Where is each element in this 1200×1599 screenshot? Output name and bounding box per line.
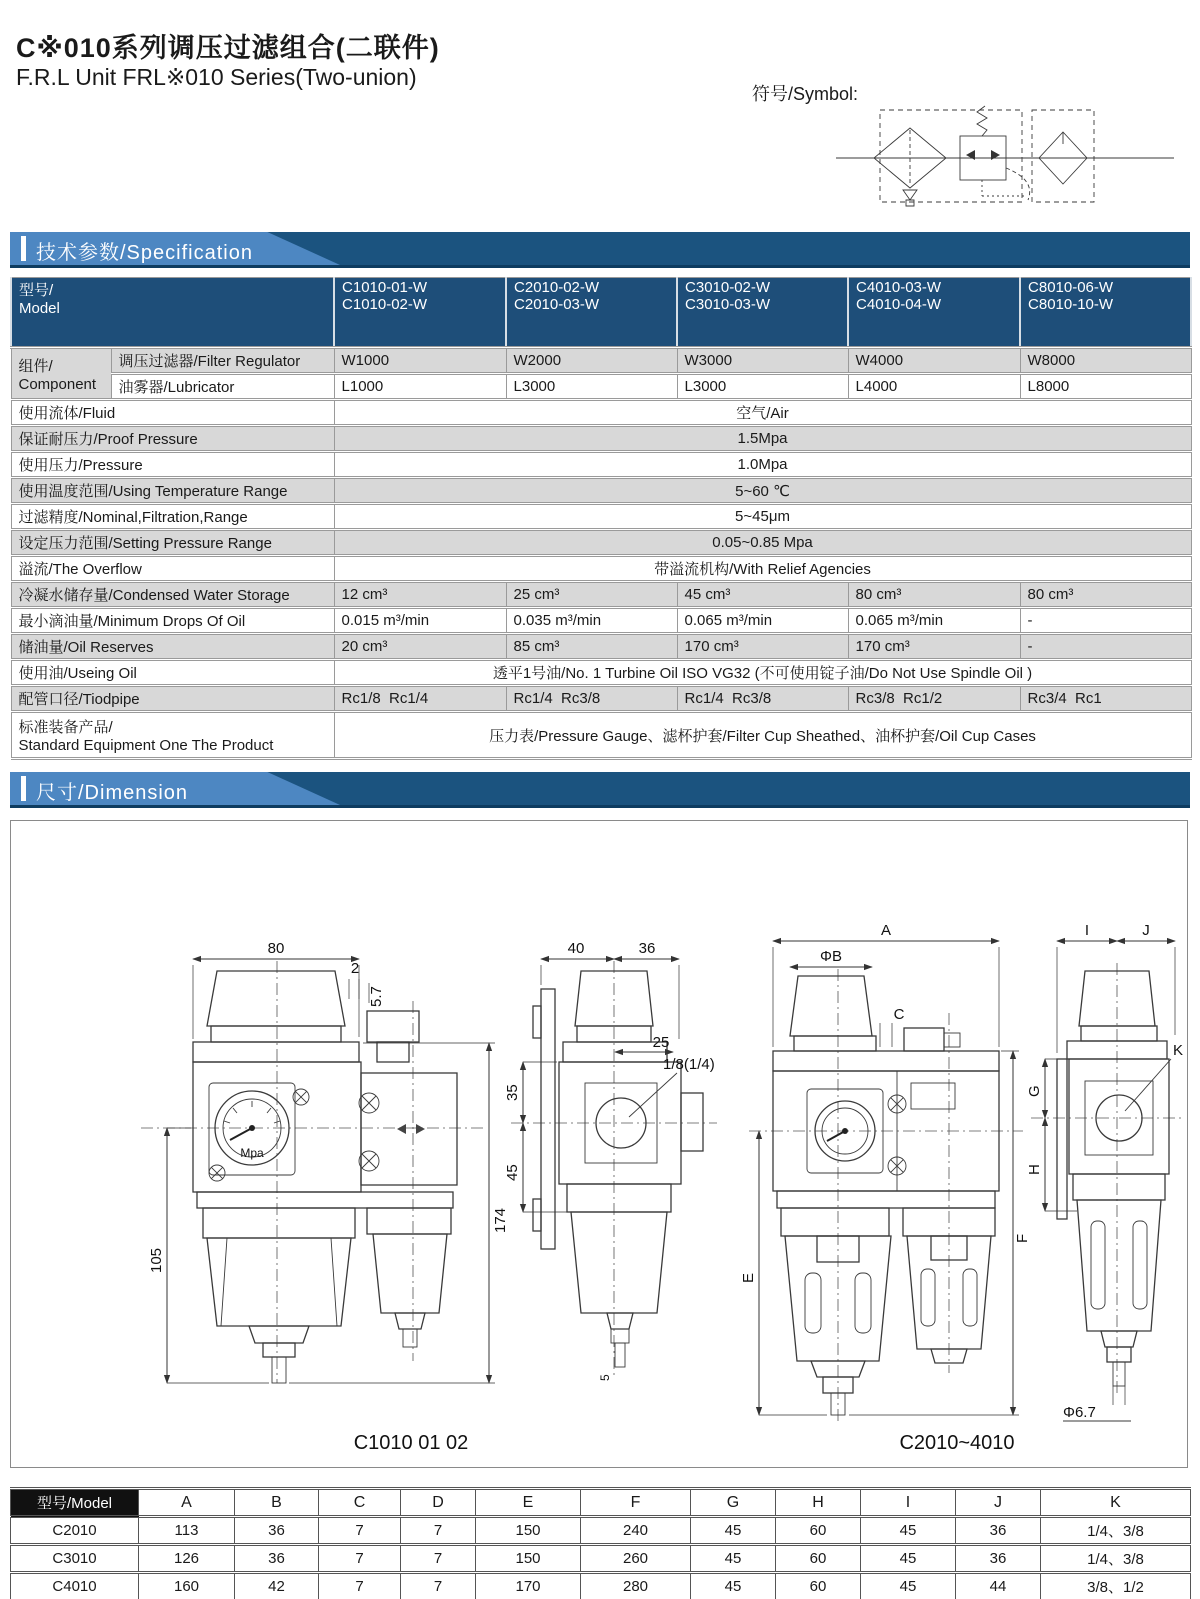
dimension-drawing-box: [10, 820, 1188, 1468]
spec-label: 标准装备产品/ Standard Equipment One The Product: [11, 712, 334, 759]
dim-header: C: [319, 1489, 401, 1517]
lubricator-bowl: [373, 1234, 447, 1313]
dim-174: 174: [492, 1207, 509, 1233]
spec-label: 使用温度范围/Using Temperature Range: [11, 478, 334, 504]
row-proof-pressure: [11, 426, 1191, 452]
dim-port-1-8: 1/8(1/4): [663, 1056, 715, 1073]
dim-value: 45: [861, 1545, 956, 1573]
page-title-cn: C※010系列调压过滤组合(二联件): [16, 33, 440, 63]
dim-value: 280: [581, 1573, 691, 1599]
c2010-side-view: [1057, 971, 1169, 1386]
model-col-c1010: C1010-01-W C1010-02-W: [334, 278, 506, 348]
spec-label: 设定压力范围/Setting Pressure Range: [11, 530, 334, 556]
dim-5-7: 5.7: [368, 986, 385, 1007]
dim-header: E: [476, 1489, 581, 1517]
section-banner-dimension: [10, 772, 1190, 808]
dim-value: 150: [476, 1545, 581, 1573]
spec-value: L3000: [677, 374, 848, 400]
spec-label: 过滤精度/Nominal,Filtration,Range: [11, 504, 334, 530]
dim-value: 1/4、3/8: [1041, 1517, 1191, 1545]
spec-value: 0.05~0.85 Mpa: [334, 530, 1191, 556]
spec-label: 使用流体/Fluid: [11, 400, 334, 426]
spec-value: L1000: [334, 374, 506, 400]
spec-value: 80 cm³: [848, 582, 1020, 608]
regulator-knob: [207, 971, 345, 1026]
row-overflow: [11, 556, 1191, 582]
row-condensed-water: [11, 582, 1191, 608]
dim-row-c2010: [11, 1517, 1191, 1545]
spec-value: W2000: [506, 348, 677, 374]
dim-row-c3010: [11, 1545, 1191, 1573]
banner-accent-bar: [21, 236, 26, 261]
dim-value: 240: [581, 1517, 691, 1545]
dim-table-header-row: [11, 1489, 1191, 1517]
dim-K: K: [1173, 1042, 1184, 1059]
spec-value: 带溢流机构/With Relief Agencies: [334, 556, 1191, 582]
dim-F: F: [1014, 1233, 1031, 1243]
row-tiodpipe: [11, 686, 1191, 712]
dim-value: 3/8、1/2: [1041, 1573, 1191, 1599]
row-filtration: [11, 504, 1191, 530]
dim-value: 42: [235, 1573, 319, 1599]
spec-value: L8000: [1020, 374, 1191, 400]
dim-header: I: [861, 1489, 956, 1517]
dim-phiB: ΦB: [820, 948, 842, 965]
dim-value: 7: [319, 1517, 401, 1545]
row-fluid: [11, 400, 1191, 426]
row-useing-oil: [11, 660, 1191, 686]
row-pressure: [11, 452, 1191, 478]
spec-header-row: [11, 278, 1191, 348]
spec-table: [10, 277, 1192, 760]
dim-G: G: [1026, 1085, 1043, 1097]
spec-value: L3000: [506, 374, 677, 400]
gauge-unit-label: Mpa: [240, 1146, 264, 1160]
joint-bolts: [359, 1093, 379, 1171]
lubricator-fitting: [904, 1028, 944, 1051]
dim-value: 36: [235, 1517, 319, 1545]
spec-value: W1000: [334, 348, 506, 374]
filter-bowl: [785, 1236, 891, 1361]
spec-value: 0.035 m³/min: [506, 608, 677, 634]
spec-value: 空气/Air: [334, 400, 1191, 426]
row-lubricator: [11, 374, 1191, 400]
model-header-cell: [11, 278, 334, 348]
filter-bowl: [207, 1238, 351, 1326]
dim-header: J: [956, 1489, 1041, 1517]
dim-105: 105: [148, 1247, 165, 1273]
pneumatic-symbol-diagram: [830, 96, 1180, 214]
dim-C: C: [893, 1006, 905, 1023]
dim-value: 160: [139, 1573, 235, 1599]
spec-value: L4000: [848, 374, 1020, 400]
caption-c1010: C1010 01 02: [353, 1432, 469, 1454]
dim-model: C2010: [11, 1517, 139, 1545]
dim-value: 126: [139, 1545, 235, 1573]
dim-J: J: [1142, 922, 1150, 939]
dim-value: 260: [581, 1545, 691, 1573]
dim-value: 1/4、3/8: [1041, 1545, 1191, 1573]
spec-value: 压力表/Pressure Gauge、滤杯护套/Filter Cup Sheathed、油杯护套/Oil Cup Cases: [334, 712, 1191, 759]
c1010-front-view: [193, 971, 457, 1383]
spec-value: -: [1020, 608, 1191, 634]
regulator-symbol: [960, 106, 1030, 200]
drain-stem: [272, 1357, 286, 1383]
dim-H: H: [1026, 1164, 1043, 1175]
dim-model: C4010: [11, 1573, 139, 1599]
spec-value: -: [1020, 634, 1191, 660]
dim-35: 35: [504, 1084, 521, 1101]
spec-value: 1.5Mpa: [334, 426, 1191, 452]
page-title-en: F.R.L Unit FRL※010 Series(Two-union): [16, 64, 417, 90]
dim-row-c4010: [11, 1573, 1191, 1599]
dim-value: 170: [476, 1573, 581, 1599]
model-header-line2: Model: [19, 300, 60, 317]
spec-label: 调压过滤器/Filter Regulator: [111, 348, 334, 374]
dim-40: 40: [567, 940, 585, 957]
spec-value: 1.0Mpa: [334, 452, 1191, 478]
lubricator-knob: [367, 1011, 419, 1042]
model-col-c4010: C4010-03-W C4010-04-W: [848, 278, 1020, 348]
dim-phi6-7: Φ6.7: [1063, 1404, 1096, 1421]
dim-I: I: [1084, 922, 1090, 939]
spec-value: 0.015 m³/min: [334, 608, 506, 634]
spec-value: Rc3/4 Rc1: [1020, 686, 1191, 712]
model-col-c3010: C3010-02-W C3010-03-W: [677, 278, 848, 348]
spec-label: 使用油/Useing Oil: [11, 660, 334, 686]
dim-value: 45: [861, 1517, 956, 1545]
dim-value: 7: [319, 1545, 401, 1573]
dim-value: 45: [691, 1545, 776, 1573]
spec-value: 20 cm³: [334, 634, 506, 660]
c1010-side-view: [533, 971, 703, 1367]
regulator-knob: [790, 976, 872, 1036]
row-setting-pressure: [11, 530, 1191, 556]
spec-label: 溢流/The Overflow: [11, 556, 334, 582]
spec-value: 45 cm³: [677, 582, 848, 608]
row-oil-reserves: [11, 634, 1191, 660]
dim-header: H: [776, 1489, 861, 1517]
spec-label: 使用压力/Pressure: [11, 452, 334, 478]
dim-value: 44: [956, 1573, 1041, 1599]
filter-symbol: [874, 128, 946, 206]
dim-value: 7: [401, 1545, 476, 1573]
dim-36: 36: [638, 940, 656, 957]
spec-label: 配管口径/Tiodpipe: [11, 686, 334, 712]
spec-value: 透平1号油/No. 1 Turbine Oil ISO VG32 (不可使用锭子油/Do Not Use Spindle Oil ): [334, 660, 1191, 686]
spec-value: 85 cm³: [506, 634, 677, 660]
spec-value: Rc3/8 Rc1/2: [848, 686, 1020, 712]
symbol-label: 符号/Symbol:: [752, 84, 859, 104]
spec-label: 最小滴油量/Minimum Drops Of Oil: [11, 608, 334, 634]
dim-header: G: [691, 1489, 776, 1517]
dim-value: 7: [401, 1517, 476, 1545]
spec-value: 0.065 m³/min: [848, 608, 1020, 634]
drawing-c1010: [141, 940, 717, 1454]
row-min-drops: [11, 608, 1191, 634]
dim-value: 45: [691, 1573, 776, 1599]
spec-value: Rc1/4 Rc3/8: [677, 686, 848, 712]
dim-value: 36: [956, 1545, 1041, 1573]
spec-value: 170 cm³: [677, 634, 848, 660]
dim-value: 113: [139, 1517, 235, 1545]
dim-header: A: [139, 1489, 235, 1517]
spec-value: 25 cm³: [506, 582, 677, 608]
model-header-line1: 型号/: [19, 282, 54, 299]
frl-group-box: [880, 110, 1022, 202]
spec-value: W3000: [677, 348, 848, 374]
mounting-bracket: [1057, 1059, 1067, 1219]
c2010-front-view: [773, 976, 999, 1415]
dim-25: 25: [652, 1034, 670, 1051]
spec-value: 5~60 ℃: [334, 478, 1191, 504]
spec-label: 油雾器/Lubricator: [111, 374, 334, 400]
dim-value: 36: [956, 1517, 1041, 1545]
spec-value: W8000: [1020, 348, 1191, 374]
spec-value: 0.065 m³/min: [677, 608, 848, 634]
component-label-cell: 组件/ Component: [11, 348, 111, 400]
section-title-specification: 技术参数/Specification: [36, 242, 253, 264]
dim-drain-5: 5: [598, 1374, 612, 1381]
dim-2: 2: [350, 960, 360, 977]
spec-value: W4000: [848, 348, 1020, 374]
dim-header: K: [1041, 1489, 1191, 1517]
model-col-c2010: C2010-02-W C2010-03-W: [506, 278, 677, 348]
mounting-bracket: [541, 989, 555, 1249]
dim-value: 60: [776, 1517, 861, 1545]
dim-header: F: [581, 1489, 691, 1517]
dim-45: 45: [504, 1164, 521, 1181]
dim-value: 45: [691, 1517, 776, 1545]
spec-value: Rc1/8 Rc1/4: [334, 686, 506, 712]
section-banner-specification: [10, 232, 1190, 268]
banner-accent-bar: [21, 776, 26, 801]
dim-E: E: [740, 1272, 757, 1283]
spec-value: 80 cm³: [1020, 582, 1191, 608]
dim-A: A: [880, 922, 892, 939]
dimension-drawings: [11, 821, 1187, 1467]
spec-value: 170 cm³: [848, 634, 1020, 660]
spec-value: 12 cm³: [334, 582, 506, 608]
dim-value: 7: [319, 1573, 401, 1599]
dim-value: 7: [401, 1573, 476, 1599]
drain-stem: [1113, 1362, 1125, 1386]
row-filter-regulator: [11, 348, 1191, 374]
spec-label: 保证耐压力/Proof Pressure: [11, 426, 334, 452]
section-title-dimension: 尺寸/Dimension: [36, 782, 189, 804]
dim-value: 150: [476, 1517, 581, 1545]
row-standard-equipment: [11, 712, 1191, 759]
spec-value: Rc1/4 Rc3/8: [506, 686, 677, 712]
dim-value: 60: [776, 1573, 861, 1599]
dim-header: B: [235, 1489, 319, 1517]
spec-label: 储油量/Oil Reserves: [11, 634, 334, 660]
spec-label: 冷凝水储存量/Condensed Water Storage: [11, 582, 334, 608]
dim-value: 36: [235, 1545, 319, 1573]
drawing-c2010-4010: [740, 922, 1183, 1454]
row-temperature: [11, 478, 1191, 504]
model-col-c8010: C8010-06-W C8010-10-W: [1020, 278, 1191, 348]
caption-c2010-4010: C2010~4010: [899, 1432, 1015, 1454]
spec-value: 5~45μm: [334, 504, 1191, 530]
dim-80: 80: [267, 940, 285, 957]
dim-header: D: [401, 1489, 476, 1517]
dimension-table: [10, 1487, 1191, 1599]
dim-value: 45: [861, 1573, 956, 1599]
dim-model: C3010: [11, 1545, 139, 1573]
dim-header-model: 型号/Model: [11, 1489, 139, 1517]
dim-value: 60: [776, 1545, 861, 1573]
